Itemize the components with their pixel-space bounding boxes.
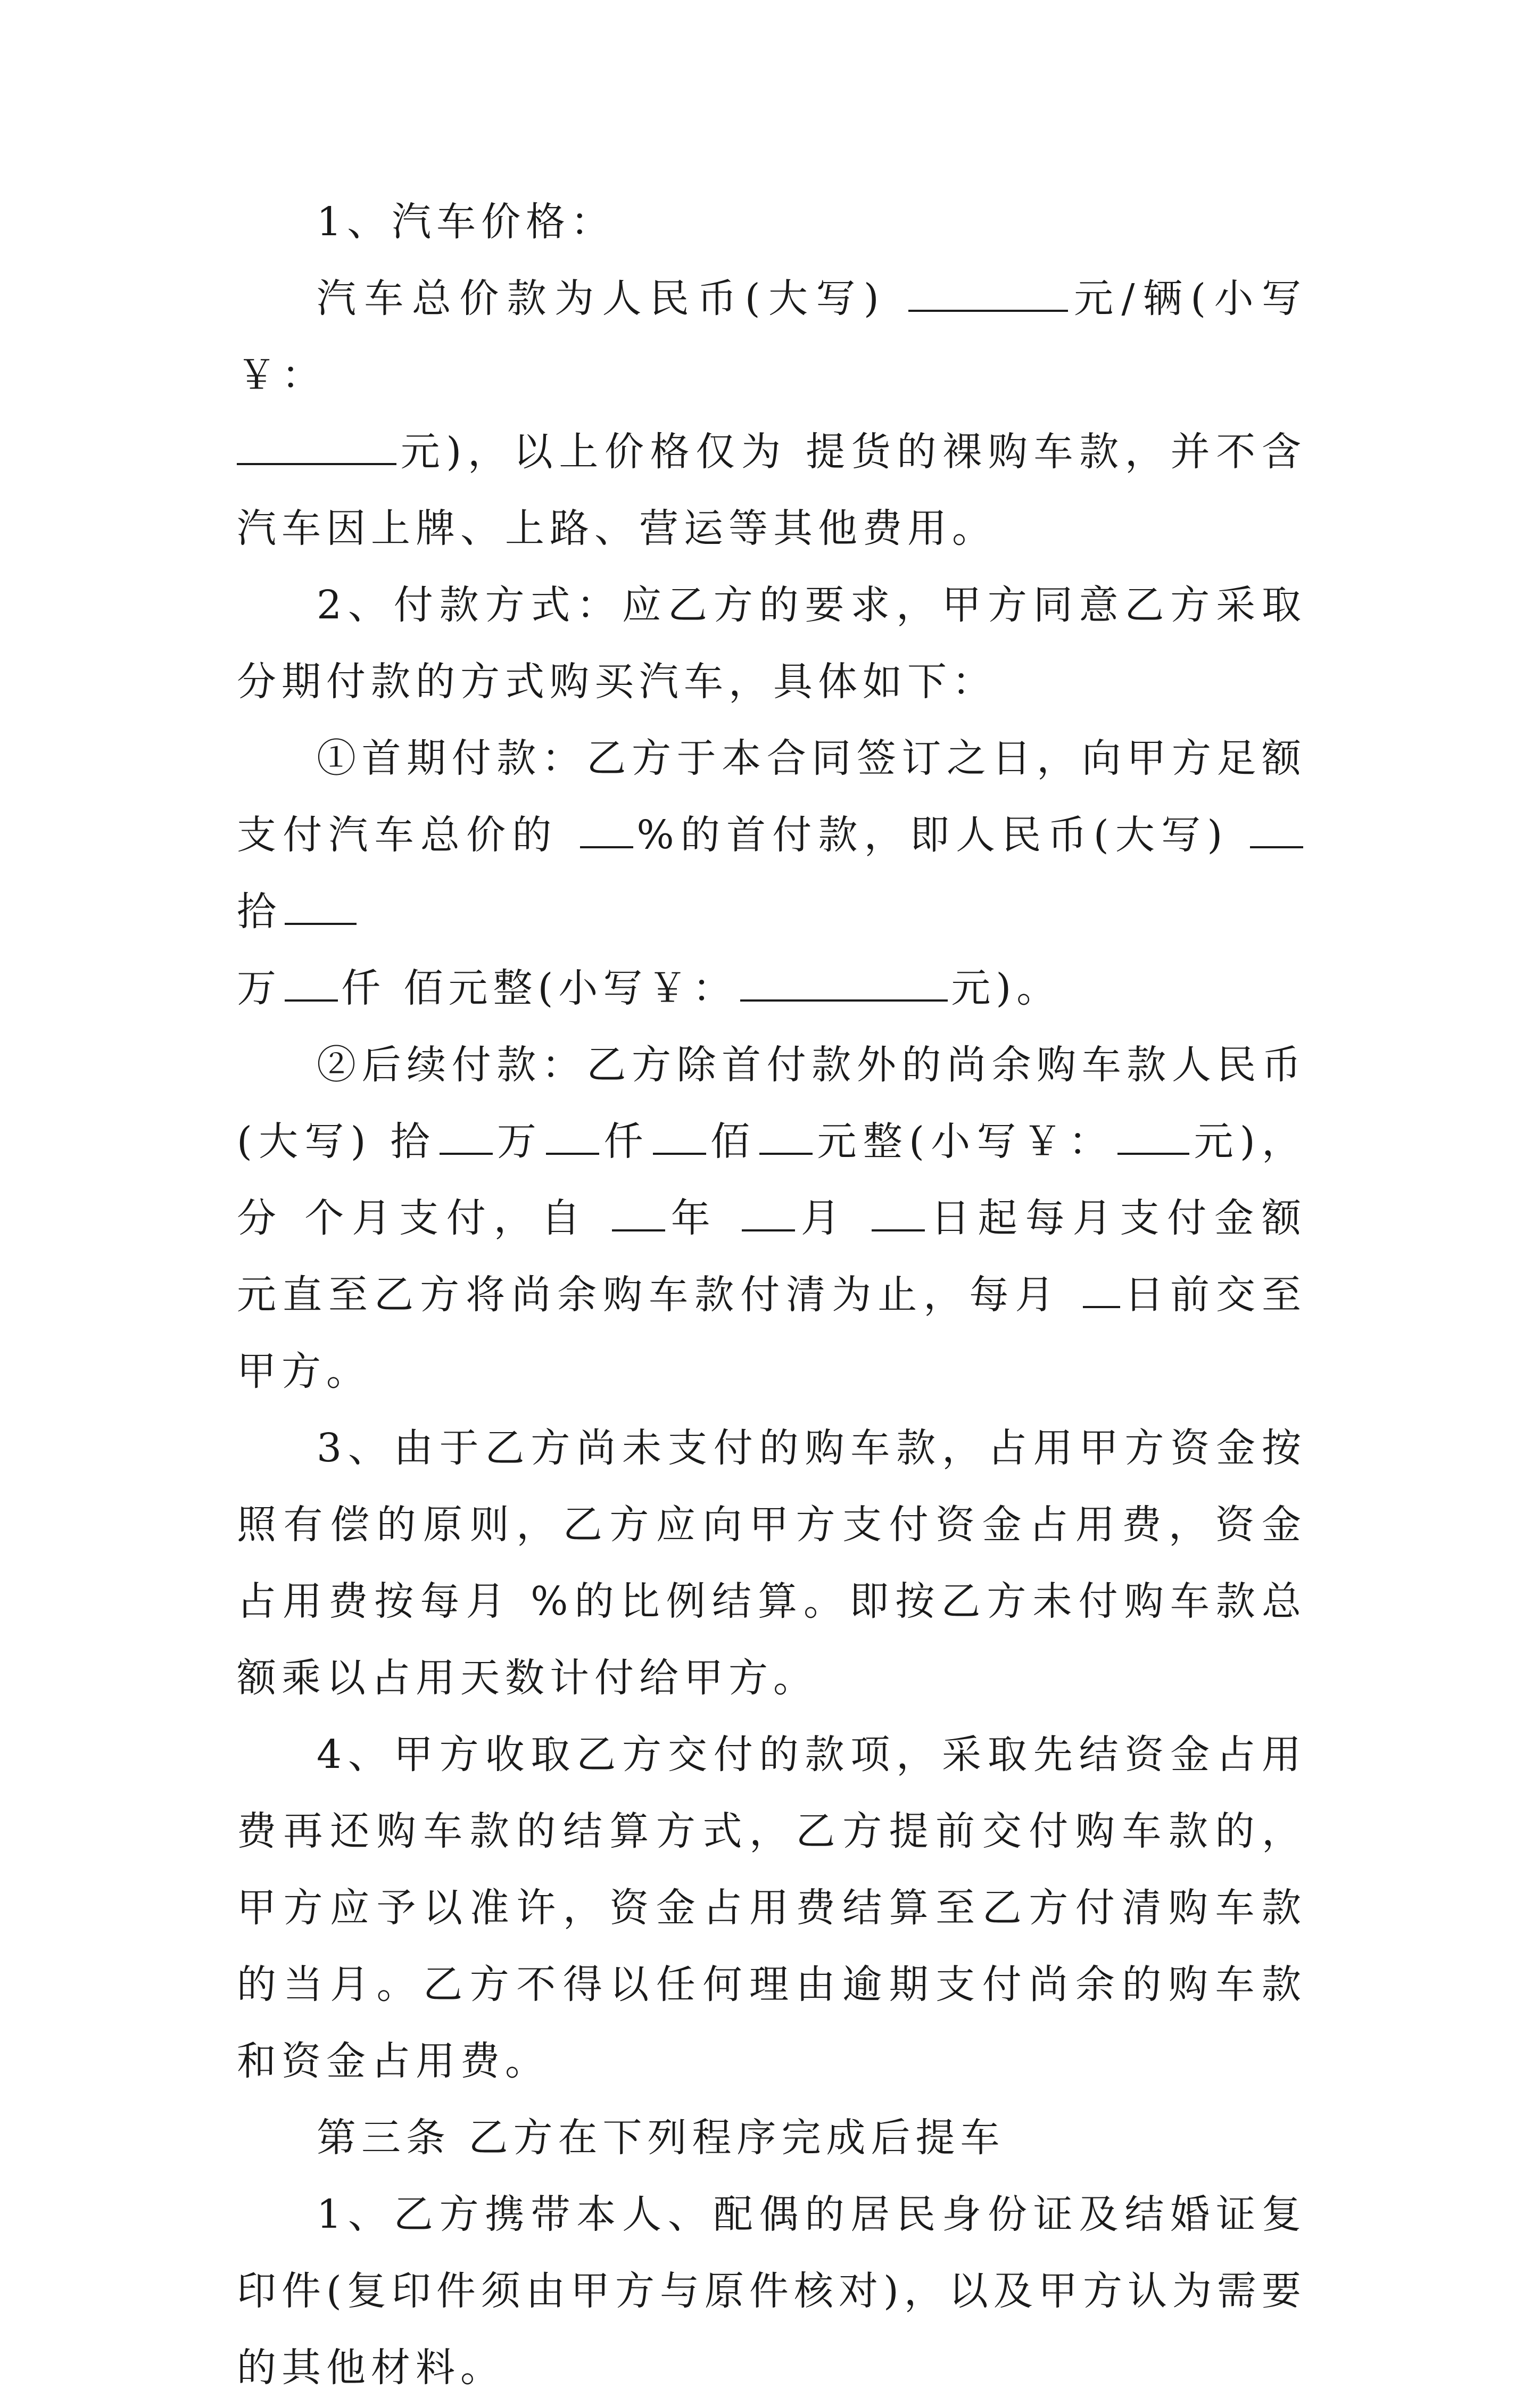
paragraph-text: 拾 xyxy=(237,889,281,935)
paragraph-text: 万 xyxy=(495,1119,543,1164)
paragraph-text: ①首期付款：乙方于本合同签订之日，向甲方足额支付汽车总价的 xyxy=(237,735,1306,858)
blank-field xyxy=(1117,1111,1189,1155)
blank-field xyxy=(612,1188,665,1231)
blank-field xyxy=(440,1111,493,1155)
paragraph-total-price xyxy=(237,260,1306,567)
paragraph-text: 元整(小写￥： xyxy=(816,1119,1115,1164)
paragraph-text: 1、乙方携带本人、配偶的居民身份证及结婚证复印件(复印件须由甲方与原件核对)，以及甲方认为需要的其他材料。 xyxy=(237,2192,1306,2391)
paragraph-text: 仟 xyxy=(602,1119,650,1164)
blank-field xyxy=(740,958,948,1002)
paragraph-text: 汽车总价款为人民币(大写) xyxy=(317,276,884,321)
blank-field xyxy=(237,421,396,465)
blank-field xyxy=(872,1188,925,1231)
paragraph-text: 万 xyxy=(237,965,281,1011)
document-body xyxy=(237,184,1306,2406)
paragraph-pickup-documents xyxy=(237,2176,1306,2406)
paragraph-text: 3、由于乙方尚未支付的购车款，占用甲方资金按照有偿的原则，乙方应向甲方支付资金占用费，资金占用费按每月 %的比例结算。即按乙方未付购车款总额乘以占用天数计付给甲方。 xyxy=(237,1425,1306,1701)
paragraph-text: 元/辆(小写￥： xyxy=(237,276,1306,398)
paragraph-text: 佰 xyxy=(709,1119,757,1164)
paragraph-text: 日起每月支付金额 元直至乙方将尚余购车款付清为止，每月 xyxy=(237,1195,1306,1318)
paragraph-remaining-payment xyxy=(237,1027,1306,1410)
paragraph-text: 仟 佰元整(小写￥： xyxy=(341,965,738,1011)
paragraph-text: 第三条 乙方在下列程序完成后提车 xyxy=(317,2115,1005,2161)
paragraph-text: 日前交至甲方。 xyxy=(237,1272,1307,1394)
blank-field xyxy=(1083,1264,1120,1308)
blank-field xyxy=(546,1111,599,1155)
paragraph-capital-fee xyxy=(237,1410,1306,1716)
paragraph-payment-method xyxy=(237,567,1306,720)
article-three-heading xyxy=(237,2099,1306,2176)
paragraph-down-payment xyxy=(237,720,1306,1027)
paragraph-text: 4、甲方收取乙方交付的款项，采取先结资金占用费再还购车款的结算方式，乙方提前交付购车款的，甲方应予以准许，资金占用费结算至乙方付清购车款的当月。乙方不得以任何理由逾期支付尚余的购车款和资金占用费。 xyxy=(237,1732,1306,2084)
blank-field xyxy=(742,1188,795,1231)
blank-field xyxy=(1250,805,1303,848)
paragraph-settlement xyxy=(237,1716,1306,2099)
blank-field xyxy=(285,958,338,1002)
blank-field xyxy=(653,1111,706,1155)
paragraph-text: 元)，以上价格仅为 提货的裸购车款，并不含汽车因上牌、上路、营运等其他费用。 xyxy=(237,429,1306,551)
paragraph-text: 1、汽车价格： xyxy=(317,199,616,245)
paragraph-text: 元)。 xyxy=(951,965,1062,1011)
section-car-price-heading xyxy=(237,184,1306,260)
blank-field xyxy=(759,1111,813,1155)
paragraph-text: ②后续付款：乙方除首付款外的尚余购车款人民币(大写) 拾 xyxy=(237,1042,1306,1164)
paragraph-text: 元)，分 个月支付，自 xyxy=(237,1119,1306,1241)
paragraph-text: %的首付款，即人民币(大写) xyxy=(636,812,1228,858)
blank-field xyxy=(580,805,633,848)
paragraph-text: 2、付款方式：应乙方的要求，甲方同意乙方采取分期付款的方式购买汽车，具体如下： xyxy=(237,582,1306,705)
paragraph-text: 月 xyxy=(798,1195,848,1241)
blank-field xyxy=(285,881,357,925)
blank-field xyxy=(908,268,1068,312)
paragraph-text: 年 xyxy=(668,1195,718,1241)
